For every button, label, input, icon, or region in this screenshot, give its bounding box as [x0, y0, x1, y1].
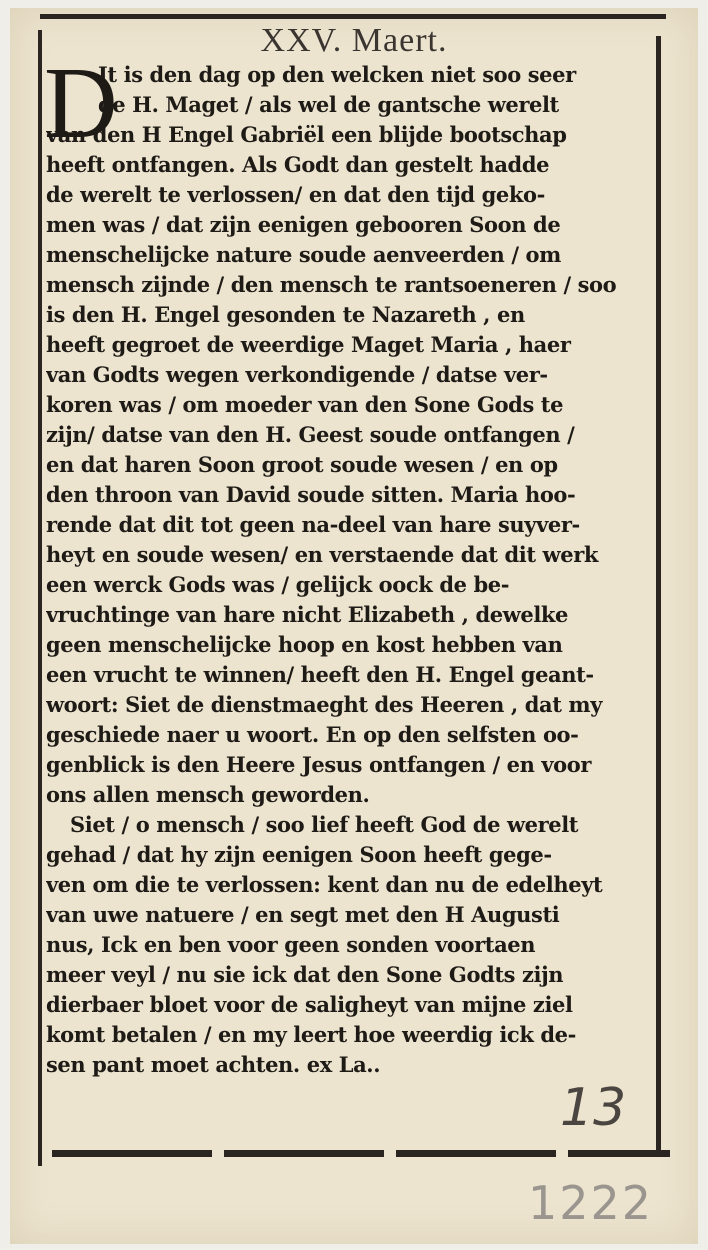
text-line: zijn/ datse van den H. Geest soude ontfangen / — [46, 422, 575, 447]
text-line: sen pant moet achten. ex La.. — [46, 1052, 381, 1077]
text-line: vruchtinge van hare nicht Elizabeth , dewelke — [46, 602, 569, 627]
bottom-border-rule — [52, 1150, 670, 1157]
page-heading: XXV. Maert. — [260, 22, 448, 59]
text-line: en dat haren Soon groot soude wesen / en op — [46, 452, 558, 477]
text-line: nus, Ick en ben voor geen sonden voortaen — [46, 932, 536, 957]
text-line: menschelijcke nature soude aenveerden / om — [46, 242, 561, 267]
text-line: van Godts wegen verkondigende / datse ver- — [46, 362, 548, 387]
text-line: van uwe natuere / en segt met den H Augusti — [46, 902, 560, 927]
text-line: een werck Gods was / gelijck oock de be- — [46, 572, 510, 597]
text-line: men was / dat zijn eenigen gebooren Soon de — [46, 212, 561, 237]
text-line: heeft gegroet de weerdige Maget Maria , haer — [46, 332, 571, 357]
text-line: een vrucht te winnen/ heeft den H. Engel geant- — [46, 662, 594, 687]
text-line: genblick is den Heere Jesus ontfangen / en voor — [46, 752, 592, 777]
text-line: Siet / o mensch / soo lief heeft God de werelt — [70, 812, 579, 837]
text-line: is den H. Engel gesonden te Nazareth , en — [46, 302, 525, 327]
text-line: heeft ontfangen. Als Godt dan gestelt hadde — [46, 152, 550, 177]
text-line: den throon van David soude sitten. Maria hoo- — [46, 482, 576, 507]
text-line: de werelt te verlossen/ en dat den tijd geko- — [46, 182, 545, 207]
text-line: geen menschelijcke hoop en kost hebben van — [46, 632, 563, 657]
text-line: rende dat dit tot geen na-deel van hare suyver- — [46, 512, 580, 537]
right-border-rule — [656, 36, 661, 1154]
text-line: It is den dag op den welcken niet soo seer — [98, 62, 576, 87]
text-line: heyt en soude wesen/ en verstaende dat dit werk — [46, 542, 599, 567]
text-line: woort: Siet de dienstmaeght des Heeren , dat my — [46, 692, 603, 717]
text-line: koren was / om moeder van den Sone Gods te — [46, 392, 564, 417]
text-line: ons allen mensch geworden. — [46, 782, 370, 807]
handwritten-number: 13 — [560, 1078, 627, 1138]
text-line: komt betalen / en my leert hoe weerdig ick de- — [46, 1022, 576, 1047]
top-border-rule — [40, 14, 666, 19]
text-line: gehad / dat hy zijn eenigen Soon heeft gege- — [46, 842, 552, 867]
text-line: van den H Engel Gabriël een blijde bootschap — [46, 122, 567, 147]
text-line: geschiede naer u woort. En op den selfsten oo- — [46, 722, 579, 747]
text-line: mensch zijnde / den mensch te rantsoeneren / soo — [46, 272, 617, 297]
text-line: de H. Maget / als wel de gantsche werelt — [98, 92, 559, 117]
drop-cap-letter: D — [44, 47, 118, 160]
text-line: ven om die te verlossen: kent dan nu de edelheyt — [46, 872, 603, 897]
body-text — [46, 60, 652, 1080]
text-line: meer veyl / nu sie ick dat den Sone Godts zijn — [46, 962, 564, 987]
stamped-number: 1222 — [528, 1176, 654, 1230]
text-line: dierbaer bloet voor de saligheyt van mijne ziel — [46, 992, 573, 1017]
left-border-rule — [38, 30, 42, 1166]
